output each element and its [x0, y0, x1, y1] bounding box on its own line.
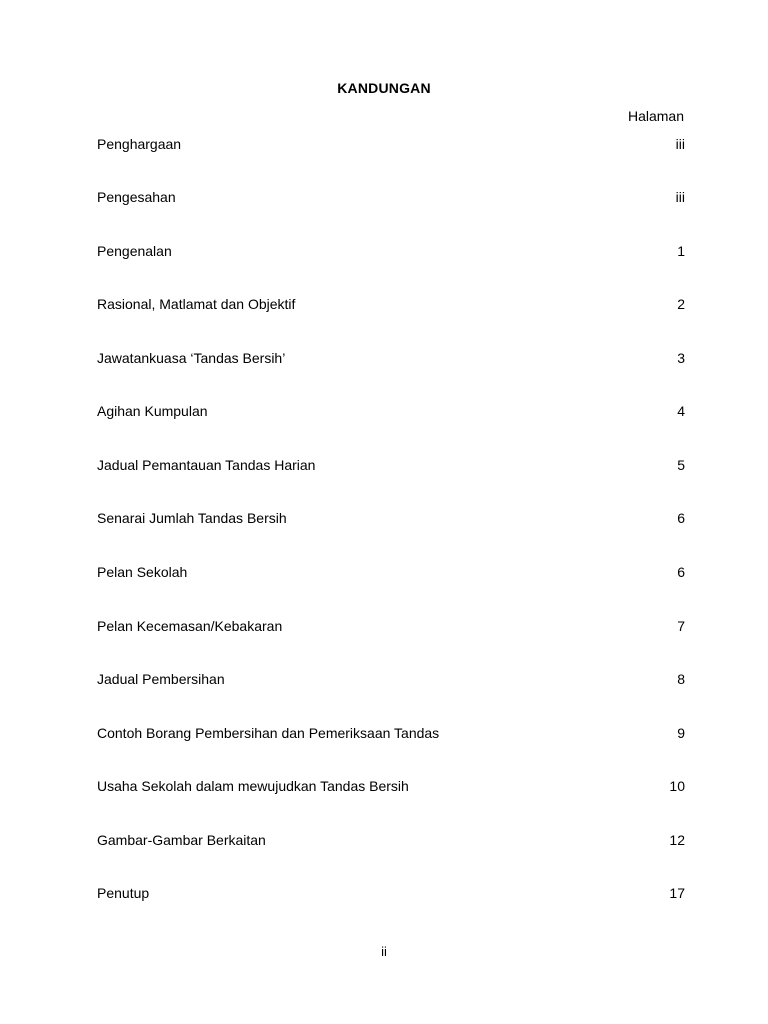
toc-entry-page: 12 — [669, 831, 685, 848]
toc-entry-page: 2 — [677, 296, 685, 313]
toc-entry-title: Penghargaan — [97, 135, 182, 152]
toc-entry-page: 6 — [677, 510, 685, 527]
footer-page-number: ii — [381, 944, 387, 959]
toc-entry — [97, 402, 685, 421]
toc-entry-title: Jawatankuasa ‘Tandas Bersih’ — [97, 349, 286, 366]
toc-entry — [97, 509, 685, 528]
toc-entry — [97, 670, 685, 689]
toc-entry — [97, 134, 685, 153]
toc-entry-title: Jadual Pembersihan — [97, 671, 225, 688]
toc-entry-page: iii — [675, 135, 685, 152]
toc-entry-title: Pelan Kecemasan/Kebakaran — [97, 617, 283, 634]
toc-entry-page: 9 — [677, 724, 685, 741]
toc-entry-page: 3 — [677, 349, 685, 366]
toc-entry-title: Agihan Kumpulan — [97, 403, 208, 420]
toc-entry — [97, 455, 685, 474]
toc-entry-page: iii — [675, 189, 685, 206]
toc-entry — [97, 723, 685, 742]
page-number-column-header: Halaman — [627, 108, 684, 124]
toc-entry-page: 17 — [669, 885, 685, 902]
toc-entry — [97, 563, 685, 582]
toc-entry-title: Rasional, Matlamat dan Objektif — [97, 296, 296, 313]
toc-entry-page: 5 — [677, 456, 685, 473]
toc-entry-title: Gambar-Gambar Berkaitan — [97, 831, 266, 848]
toc-entry — [97, 295, 685, 314]
toc-entry-page: 7 — [677, 617, 685, 634]
toc-entry — [97, 616, 685, 635]
toc-entry — [97, 830, 685, 849]
toc-entry-title: Pelan Sekolah — [97, 564, 188, 580]
toc-entry-page: 6 — [677, 564, 685, 580]
toc-entry — [97, 348, 685, 367]
toc-entry-title: Pengesahan — [97, 189, 176, 206]
toc-entry-title: Jadual Pemantauan Tandas Harian — [97, 456, 316, 473]
toc-entry-page: 10 — [669, 778, 685, 795]
toc-entry-title: Pengenalan — [97, 242, 172, 259]
toc-entry-page: 1 — [677, 242, 685, 259]
toc-entry — [97, 777, 685, 796]
toc-entry-title: Penutup — [97, 885, 150, 902]
page-title: KANDUNGAN — [337, 80, 431, 96]
toc-entry — [97, 188, 685, 207]
table-of-contents — [97, 134, 685, 937]
toc-entry-title: Contoh Borang Pembersihan dan Pemeriksaan Tandas — [97, 724, 440, 741]
toc-entry-title: Senarai Jumlah Tandas Bersih — [97, 510, 287, 527]
toc-entry — [97, 241, 685, 260]
toc-entry-page: 4 — [677, 403, 685, 420]
toc-entry-title: Usaha Sekolah dalam mewujudkan Tandas Bersih — [97, 778, 409, 795]
toc-entry-page: 8 — [677, 671, 685, 688]
toc-entry — [97, 884, 685, 903]
